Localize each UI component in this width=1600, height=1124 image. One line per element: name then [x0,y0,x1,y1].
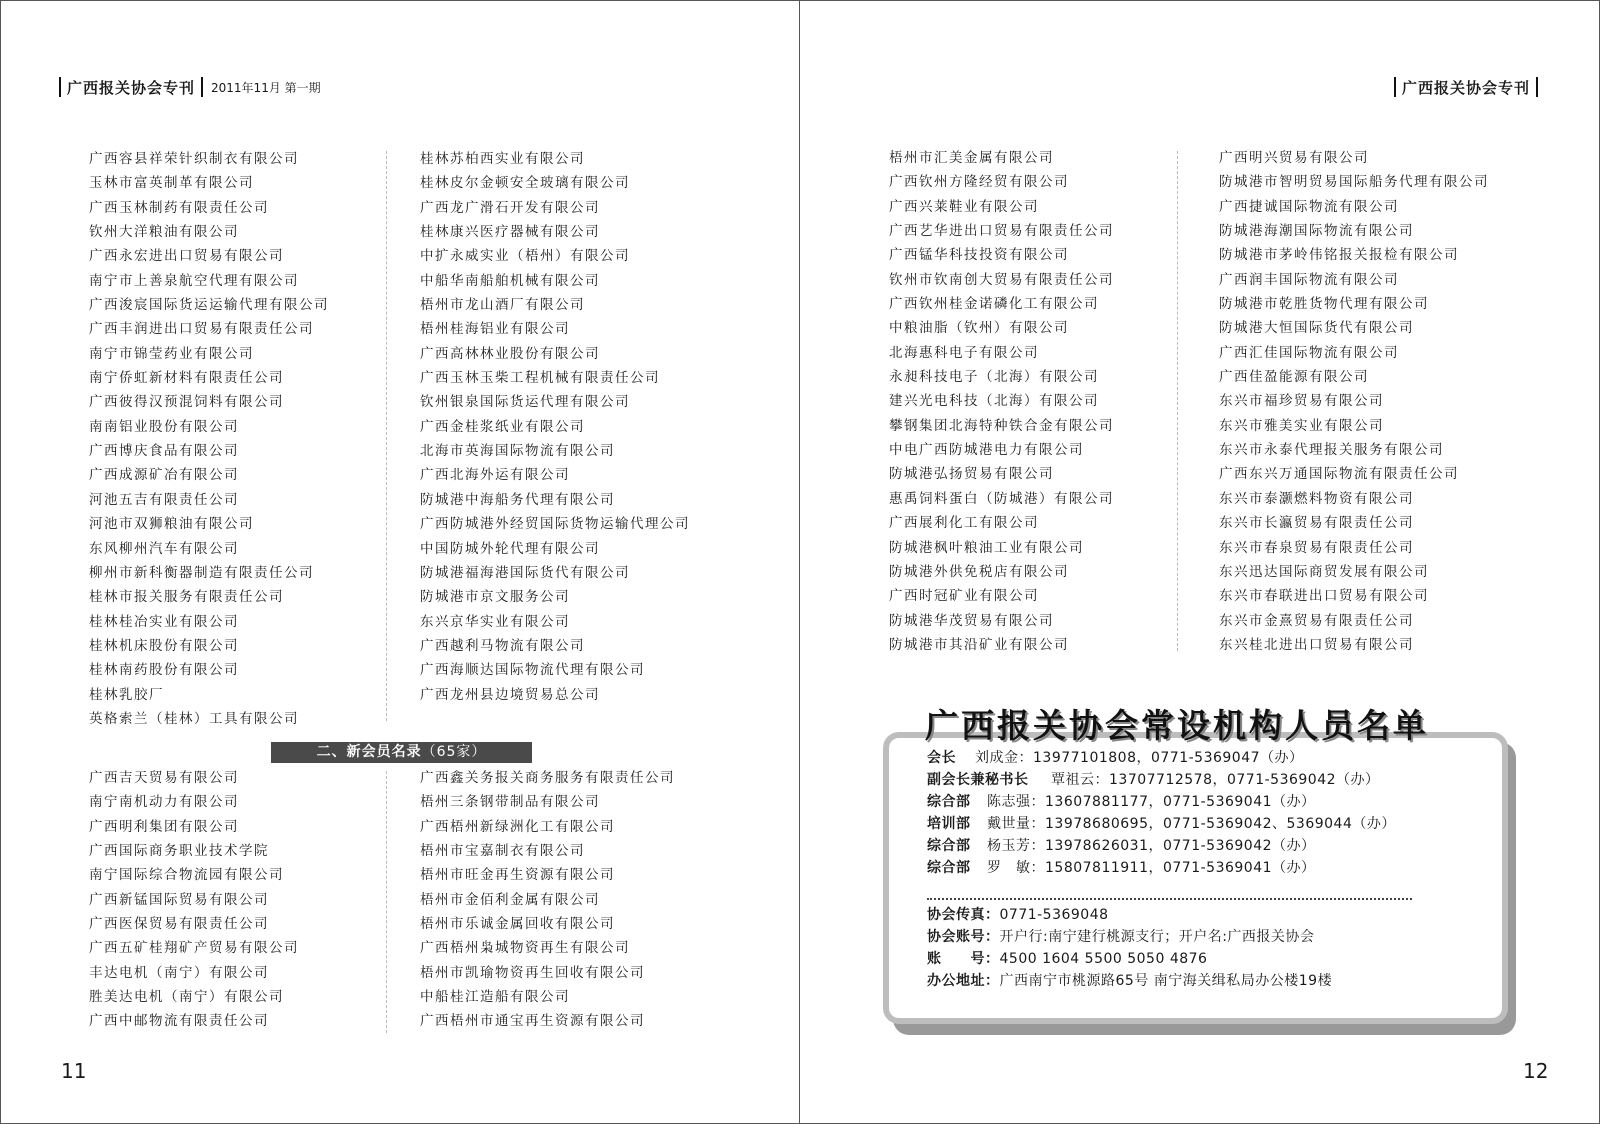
new-member-list-col1 [89,766,299,1034]
company-list-item: 南宁南机动力有限公司 [89,794,239,811]
company-list-item: 攀钢集团北海特种铁合金有限公司 [889,417,1114,434]
column-divider [386,771,387,1033]
company-list-item: 东兴市永泰代理报关服务有限公司 [1219,442,1444,459]
company-list-item: 广西展利化工有限公司 [889,515,1039,532]
column-divider [386,151,387,721]
company-list-item: 防城港市智明贸易国际船务代理有限公司 [1219,174,1489,191]
company-list-item: 广西钦州方隆经贸有限公司 [889,174,1069,191]
company-list-item: 梧州桂海铝业有限公司 [420,321,570,338]
company-list-item: 广西吉天贸易有限公司 [89,770,239,786]
company-list-item: 广西鑫关务报关商务服务有限责任公司 [420,770,675,786]
company-list-item: 防城港大恒国际货代有限公司 [1219,320,1414,337]
company-list-item: 梧州三条钢带制品有限公司 [420,794,600,811]
company-list-item: 广西彼得汉预混饲料有限公司 [89,394,284,411]
company-list-item: 丰达电机（南宁）有限公司 [89,964,269,981]
company-list-item: 广西锰华科技投资有限公司 [889,247,1069,264]
journal-title: 广西报关协会专刊 [67,78,196,97]
new-member-list-col2 [420,766,675,1034]
company-list-item: 广西博庆食品有限公司 [89,443,239,460]
company-list-item: 桂林乳胶厂 [89,686,164,703]
company-list-item: 广西兴莱鞋业有限公司 [889,198,1039,215]
company-list-item: 梧州市旺金再生资源有限公司 [420,867,615,884]
contact-row: 协会传真：0771-5369048 [927,907,1109,923]
company-list-item: 广西五矿桂翔矿产贸易有限公司 [89,940,299,957]
contact-row: 账 号：4500 1604 5500 5050 4876 [927,951,1208,967]
company-list-item: 钦州银泉国际货运代理有限公司 [420,394,630,411]
company-list-item: 防城港市茅岭伟铭报关报检有限公司 [1219,247,1459,264]
member-list-col2 [420,147,690,707]
company-list-item: 广西海顺达国际物流代理有限公司 [420,662,645,679]
company-list-item: 南南铝业股份有限公司 [89,418,239,435]
company-list-item: 南宁国际综合物流园有限公司 [89,867,284,884]
company-list-item: 广西艺华进出口贸易有限责任公司 [889,223,1114,240]
company-list-item: 东兴桂北进出口贸易有限公司 [1219,636,1414,653]
company-list-item: 广西梧州市通宝再生资源有限公司 [420,1013,645,1030]
company-list-item: 广西梧州新绿洲化工有限公司 [420,818,615,835]
company-list-item: 东兴市金熹贸易有限责任公司 [1219,612,1414,629]
company-list-item: 广西明兴贸易有限公司 [1219,150,1369,166]
page-number: 12 [1523,1059,1549,1083]
column-divider [1177,151,1178,651]
company-list-item: 防城港海潮国际物流有限公司 [1219,223,1414,240]
company-list-item: 东兴市泰灏燃料物资有限公司 [1219,490,1414,507]
company-list-item: 胜美达电机（南宁）有限公司 [89,989,284,1006]
company-list-item: 东兴市雅美实业有限公司 [1219,417,1384,434]
company-list-item: 东兴市长瀛贸易有限责任公司 [1219,515,1414,532]
company-list-item: 中粮油脂（钦州）有限公司 [889,320,1069,337]
company-list-item: 防城港市乾胜货物代理有限公司 [1219,296,1429,313]
company-list-item: 玉林市富英制革有限公司 [89,175,254,192]
company-list-item: 桂林皮尔金顿安全玻璃有限公司 [420,175,630,192]
company-list-item: 广西容县祥荣针织制衣有限公司 [89,151,299,167]
company-list-item: 河池五吉有限责任公司 [89,491,239,508]
company-list-item: 防城港外供免税店有限公司 [889,563,1069,580]
company-list-item: 英格索兰（桂林）工具有限公司 [89,710,299,727]
company-list-item: 广西明利集团有限公司 [89,818,239,835]
staff-row: 培训部 戴世量：13978680695，0771-5369042、5369044（办） [927,816,1396,832]
company-list-item: 永昶科技电子（北海）有限公司 [889,369,1099,386]
company-list-item: 梧州市龙山酒厂有限公司 [420,297,585,314]
dotted-separator [927,898,1412,900]
staff-row: 会长 刘成金：13977101808，0771-5369047（办） [927,750,1304,766]
company-list-item: 防城港枫叶粮油工业有限公司 [889,539,1084,556]
contact-row: 协会账号：开户行:南宁建行桃源支行；开户名:广西报关协会 [927,929,1315,945]
company-list-item: 防城港弘扬贸易有限公司 [889,466,1054,483]
company-list-item: 桂林苏柏西实业有限公司 [420,151,585,167]
company-list-item: 防城港市其沿矿业有限公司 [889,636,1069,653]
company-list-item: 防城港华茂贸易有限公司 [889,612,1054,629]
company-list-item: 防城港中海船务代理有限公司 [420,491,615,508]
company-list-item: 防城港福海港国际货代有限公司 [420,564,630,581]
company-list-item: 桂林南药股份有限公司 [89,662,239,679]
company-list-item: 广西玉林玉柴工程机械有限责任公司 [420,370,660,387]
company-list-item: 广西永宏进出口贸易有限公司 [89,248,284,265]
company-list-item: 广西国际商务职业技术学院 [89,843,269,860]
company-list-item: 广西龙州县边境贸易总公司 [420,686,600,703]
company-list-item: 广西北海外运有限公司 [420,467,570,484]
company-list-item: 建兴光电科技（北海）有限公司 [889,393,1099,410]
company-list-item: 东兴市春联进出口贸易有限公司 [1219,588,1429,605]
company-list-item: 广西成源矿冶有限公司 [89,467,239,484]
member-list-col3 [889,146,1114,657]
staff-row: 综合部 杨玉芳：13978626031，0771-5369042（办） [927,838,1316,854]
company-list-item: 梧州市宝嘉制衣有限公司 [420,843,585,860]
company-list-item: 广西汇佳国际物流有限公司 [1219,344,1399,361]
company-list-item: 广西浚宸国际货运运输代理有限公司 [89,297,329,314]
company-list-item: 中国防城外轮代理有限公司 [420,540,600,557]
company-list-item: 东风柳州汽车有限公司 [89,540,239,557]
staff-row: 综合部 陈志强：13607881177，0771-5369041（办） [927,794,1316,810]
journal-title: 广西报关协会专刊 [1402,78,1531,97]
company-list-item: 广西时冠矿业有限公司 [889,588,1039,605]
company-list-item: 广西东兴万通国际物流有限责任公司 [1219,466,1459,483]
issue-label: 2011年11月 第一期 [211,80,321,95]
member-list-col4 [1219,146,1489,657]
company-list-item: 广西梧州枭城物资再生有限公司 [420,940,630,957]
right-header [1394,77,1538,97]
company-list-item: 广西医保贸易有限责任公司 [89,916,269,933]
company-list-item: 南宁市上善泉航空代理有限公司 [89,272,299,289]
company-list-item: 广西捷诚国际物流有限公司 [1219,198,1399,215]
company-list-item: 广西高林林业股份有限公司 [420,345,600,362]
company-list-item: 广西防城港外经贸国际货物运输代理公司 [420,516,690,533]
company-list-item: 南宁市锦莹药业有限公司 [89,345,254,362]
company-list-item: 广西佳盈能源有限公司 [1219,369,1369,386]
company-list-item: 柳州市新科衡器制造有限责任公司 [89,564,314,581]
company-list-item: 北海市英海国际物流有限公司 [420,443,615,460]
company-list-item: 中船华南船舶机械有限公司 [420,272,600,289]
company-list-item: 广西金桂浆纸业有限公司 [420,418,585,435]
staff-row: 综合部 罗 敏：15807811911，0771-5369041（办） [927,860,1316,876]
left-header [59,77,321,97]
member-list-col1 [89,147,329,731]
page-number: 11 [61,1059,87,1083]
new-members-banner [271,742,532,763]
company-list-item: 中扩永威实业（梧州）有限公司 [420,248,630,265]
company-list-item: 东兴迅达国际商贸发展有限公司 [1219,563,1429,580]
contact-row: 办公地址：广西南宁市桃源路65号 南宁海关缉私局办公楼19楼 [927,973,1333,989]
company-list-item: 钦州市钦南创大贸易有限责任公司 [889,271,1114,288]
company-list-item: 广西龙广滑石开发有限公司 [420,199,600,216]
staff-list-title: 广西报关协会常设机构人员名单 [925,706,1429,745]
company-list-item: 广西玉林制药有限责任公司 [89,199,269,216]
staff-directory-box [883,732,1508,1024]
company-list-item: 桂林市报关服务有限责任公司 [89,589,284,606]
company-list-item: 惠禹饲料蛋白（防城港）有限公司 [889,490,1114,507]
company-list-item: 广西中邮物流有限责任公司 [89,1013,269,1030]
company-list-item: 梧州市汇美金属有限公司 [889,150,1054,166]
company-list-item: 广西越利马物流有限公司 [420,637,585,654]
company-list-item: 广西新锰国际贸易有限公司 [89,891,269,908]
company-list-item: 桂林桂冶实业有限公司 [89,613,239,630]
company-list-item: 防城港市京文服务公司 [420,589,570,606]
company-list-item: 北海惠科电子有限公司 [889,344,1039,361]
company-list-item: 梧州市凯瑜物资再生回收有限公司 [420,964,645,981]
company-list-item: 河池市双狮粮油有限公司 [89,516,254,533]
section-title: 二、新会员名录 [316,744,422,760]
company-list-item: 中电广西防城港电力有限公司 [889,442,1084,459]
company-list-item: 广西丰润进出口贸易有限责任公司 [89,321,314,338]
company-list-item: 东兴市春泉贸易有限责任公司 [1219,539,1414,556]
company-list-item: 南宁侨虹新材料有限责任公司 [89,370,284,387]
company-list-item: 桂林康兴医疗器械有限公司 [420,224,600,241]
company-list-item: 广西润丰国际物流有限公司 [1219,271,1399,288]
staff-row: 副会长兼秘书长 覃祖云：13707712578，0771-5369042（办） [927,772,1380,788]
company-list-item: 中船桂江造船有限公司 [420,989,570,1006]
company-list-item: 东兴市福珍贸易有限公司 [1219,393,1384,410]
company-list-item: 梧州市乐诚金属回收有限公司 [420,916,615,933]
section-count: （65家） [421,744,487,760]
company-list-item: 东兴京华实业有限公司 [420,613,570,630]
company-list-item: 桂林机床股份有限公司 [89,637,239,654]
company-list-item: 钦州大洋粮油有限公司 [89,224,239,241]
company-list-item: 广西钦州桂金诺磷化工有限公司 [889,296,1099,313]
company-list-item: 梧州市金佰利金属有限公司 [420,891,600,908]
